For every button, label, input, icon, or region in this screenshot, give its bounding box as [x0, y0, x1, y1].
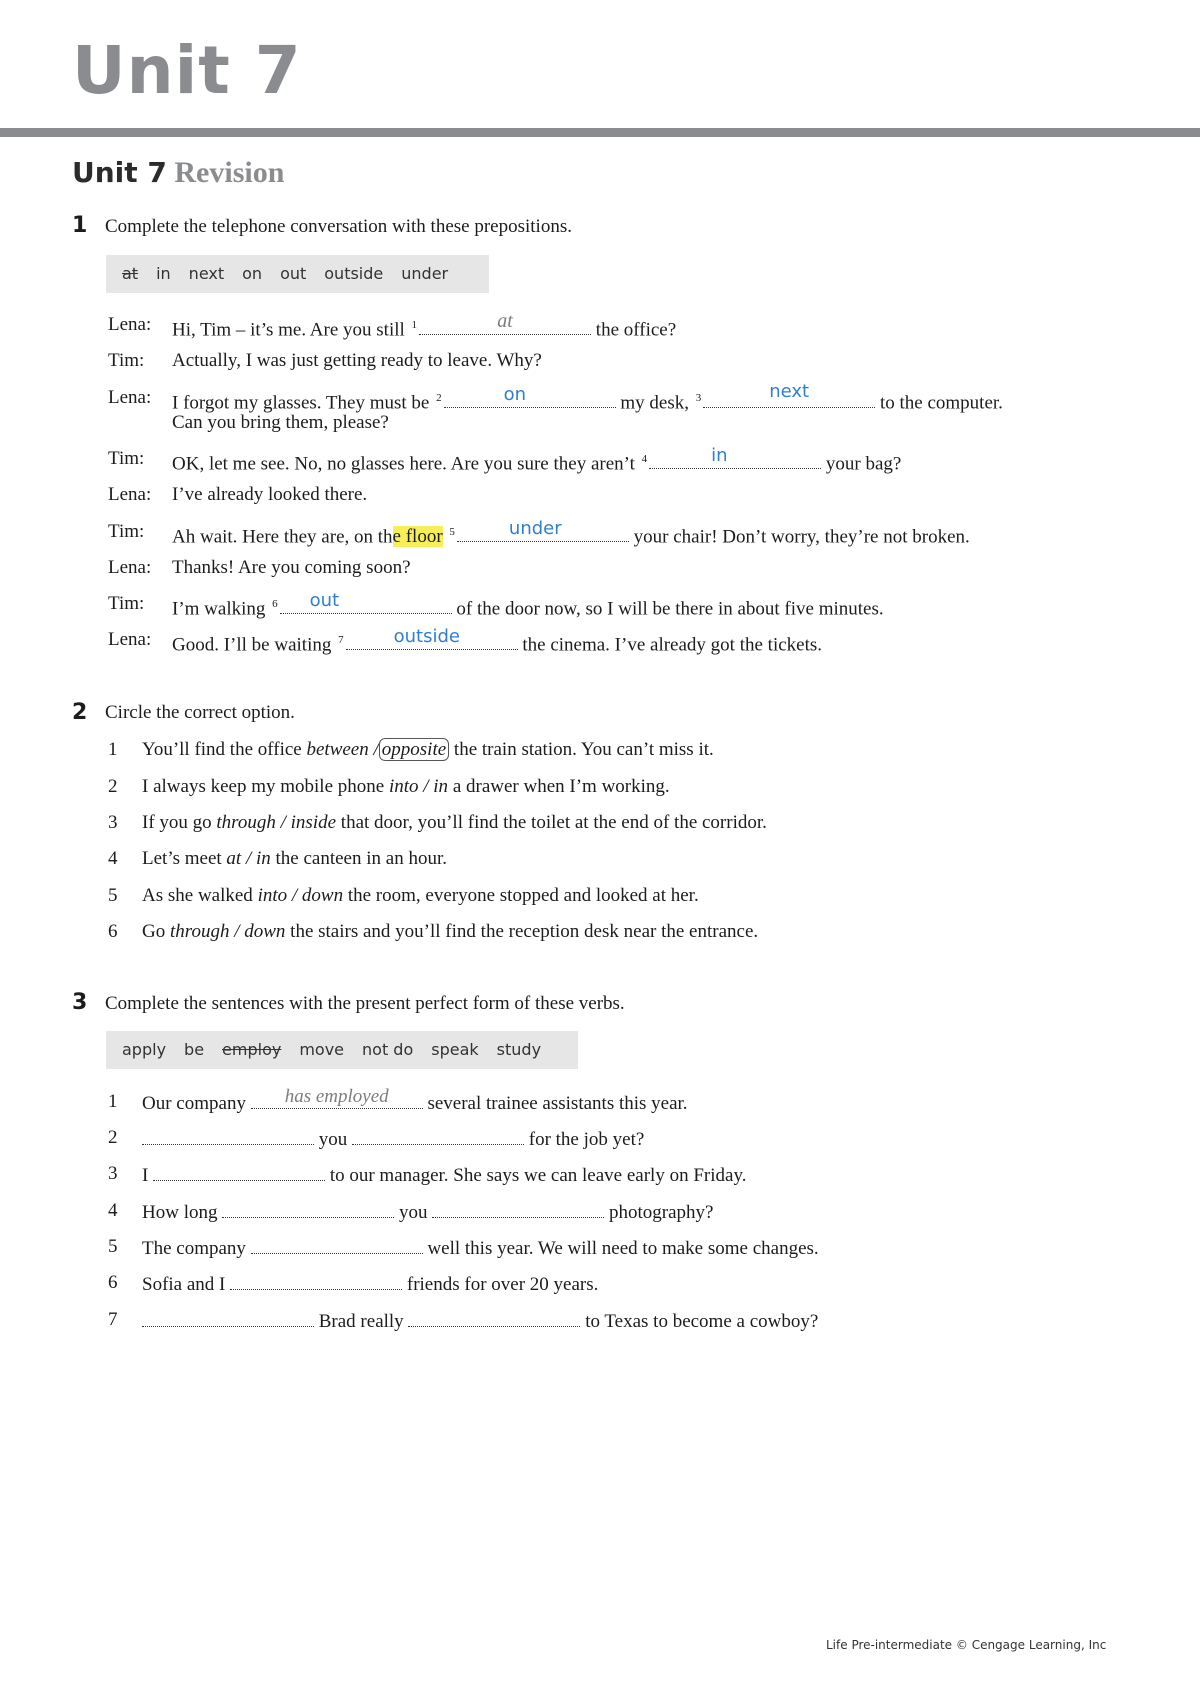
answer-text: next	[769, 381, 810, 403]
exercise-2-item	[142, 775, 670, 799]
exercise-3-item	[142, 1235, 819, 1261]
word-box-item: on	[242, 264, 263, 283]
line-text: the cinema. I’ve already got the tickets.	[522, 634, 823, 656]
option-separator: /	[280, 812, 286, 833]
option-a[interactable]: into	[388, 776, 419, 797]
exercise-3-item	[142, 1199, 713, 1225]
answer-text: out	[309, 590, 340, 612]
item-text: several trainee assistants this year.	[427, 1093, 688, 1114]
exercise-3-number: 3	[72, 990, 88, 1015]
item-text: photography?	[608, 1202, 714, 1223]
item-text: I	[142, 1165, 149, 1186]
answer-blank[interactable]	[408, 1308, 580, 1327]
item-text: Sofia and I	[142, 1274, 226, 1295]
exercise-2-item	[142, 811, 767, 835]
item-number: 5	[108, 885, 118, 906]
answer-blank[interactable]	[142, 1308, 314, 1327]
exercise-3-item	[142, 1086, 688, 1116]
conversation-line	[172, 628, 822, 657]
speaker-label: Tim:	[108, 448, 145, 469]
option-separator: /	[234, 921, 240, 942]
exercise-1-instruction: Complete the telephone conversation with these prepositions.	[105, 216, 572, 237]
word-box-item: at	[122, 264, 139, 283]
item-text: the train station. You can’t miss it.	[453, 739, 714, 760]
exercise-2-item	[142, 920, 758, 944]
exercise-1-number: 1	[72, 213, 88, 238]
answer-blank[interactable]	[649, 445, 821, 469]
option-b[interactable]: down	[244, 921, 286, 942]
item-text: Go	[142, 921, 166, 942]
header-divider	[0, 128, 1200, 137]
item-number: 3	[108, 812, 118, 833]
item-text: you	[318, 1129, 348, 1150]
word-box-item: out	[280, 264, 307, 283]
exercise-2-item	[142, 738, 714, 762]
item-text: for the job yet?	[528, 1129, 645, 1150]
word-box-item: in	[156, 264, 171, 283]
exercise-3-word-box	[106, 1031, 578, 1069]
answer-blank[interactable]	[457, 518, 629, 542]
exercise-3-item	[142, 1308, 818, 1334]
answer-text: has employed	[284, 1086, 389, 1107]
item-text: The company	[142, 1238, 246, 1259]
item-number: 4	[108, 848, 118, 869]
option-separator: /	[291, 885, 298, 906]
highlighted-text: e floor	[392, 526, 443, 548]
conversation-line: Thanks! Are you coming soon?	[172, 557, 411, 578]
option-a[interactable]: through	[169, 921, 230, 942]
item-text: you	[398, 1202, 428, 1223]
word-box-item: next	[188, 264, 225, 283]
option-b[interactable]: inside	[290, 812, 337, 833]
item-text: Brad really	[318, 1311, 404, 1332]
line-text: Good. I’ll be waiting	[172, 634, 332, 656]
option-a[interactable]: through	[216, 812, 276, 833]
gap-number: 2	[436, 392, 442, 404]
item-text: well this year. We will need to make some changes.	[427, 1238, 819, 1259]
line-text: Hi, Tim – it’s me. Are you still	[172, 319, 405, 341]
option-a[interactable]: between	[306, 739, 369, 760]
word-box-item: study	[496, 1040, 542, 1059]
item-text: If you go	[142, 812, 212, 833]
option-separator: /	[245, 848, 252, 869]
item-number: 7	[108, 1309, 118, 1330]
word-box-item: move	[299, 1040, 345, 1059]
speaker-label: Lena:	[108, 314, 152, 335]
line-text: my desk,	[620, 392, 689, 414]
conversation-line	[172, 592, 884, 621]
word-box-item: be	[184, 1040, 205, 1059]
word-box-item: outside	[324, 264, 384, 283]
line-text: of the door now, so I will be there in about five minutes.	[456, 598, 884, 620]
item-text: Our company	[142, 1093, 246, 1114]
item-number: 5	[108, 1236, 118, 1257]
item-text: to our manager. She says we can leave early on Friday.	[329, 1165, 747, 1186]
speaker-label: Tim:	[108, 593, 145, 614]
line-text: I forgot my glasses. They must be	[172, 392, 430, 414]
option-b-circled[interactable]: opposite	[379, 738, 449, 761]
item-text: You’ll find the office	[142, 739, 302, 760]
word-box-item: not do	[362, 1040, 414, 1059]
unit-title: Unit 7	[72, 32, 302, 109]
item-text: a drawer when I’m working.	[452, 776, 670, 797]
exercise-2-item	[142, 884, 699, 908]
speaker-label: Lena:	[108, 629, 152, 650]
answer-text: on	[503, 384, 527, 406]
answer-blank[interactable]	[222, 1199, 394, 1218]
option-b[interactable]: in	[433, 776, 449, 797]
answer-blank[interactable]	[280, 590, 452, 614]
answer-blank[interactable]	[432, 1199, 604, 1218]
answer-text: in	[711, 445, 728, 467]
item-number: 2	[108, 776, 118, 797]
item-text: Let’s meet	[142, 848, 222, 869]
option-a[interactable]: at	[226, 848, 242, 869]
item-number: 1	[108, 739, 118, 760]
exercise-3-instruction: Complete the sentences with the present perfect form of these verbs.	[105, 993, 625, 1014]
speaker-label: Lena:	[108, 484, 152, 505]
word-box-item: employ	[222, 1040, 282, 1059]
line-text: the office?	[595, 319, 677, 341]
answer-blank[interactable]	[444, 384, 616, 408]
item-text: the canteen in an hour.	[275, 848, 447, 869]
item-text: friends for over 20 years.	[406, 1274, 599, 1295]
item-text: the room, everyone stopped and looked at her.	[347, 885, 699, 906]
answer-blank[interactable]	[703, 381, 875, 408]
line-text: Ah wait. Here they are, on th	[172, 526, 393, 548]
answer-text: under	[508, 518, 562, 540]
item-text: the stairs and you’ll find the reception desk near the entrance.	[290, 921, 759, 942]
item-number: 1	[108, 1091, 118, 1112]
answer-blank[interactable]	[251, 1086, 423, 1109]
answer-blank[interactable]	[352, 1126, 524, 1145]
exercise-1-word-box	[106, 255, 489, 293]
item-text: How long	[142, 1202, 218, 1223]
line-text: your chair! Don’t worry, they’re not broken.	[633, 526, 970, 548]
option-separator: /	[423, 776, 429, 797]
exercise-2-instruction: Circle the correct option.	[105, 702, 295, 723]
gap-number: 4	[641, 453, 648, 465]
conversation-line	[172, 447, 901, 476]
exercise-3-item	[142, 1271, 598, 1297]
option-b[interactable]: in	[255, 848, 271, 869]
item-text: As she walked	[142, 885, 253, 906]
revision-word: Revision	[174, 156, 285, 189]
word-box-item: apply	[122, 1040, 167, 1059]
exercise-2-item	[142, 847, 447, 871]
gap-number: 6	[272, 598, 278, 610]
answer-blank[interactable]	[230, 1271, 402, 1290]
option-a[interactable]: into	[257, 885, 288, 906]
word-box-item: speak	[431, 1040, 479, 1059]
answer-blank[interactable]	[346, 626, 518, 650]
item-number: 3	[108, 1163, 118, 1184]
item-number: 4	[108, 1200, 118, 1221]
revision-unit: Unit 7	[72, 156, 167, 189]
answer-blank[interactable]	[153, 1162, 325, 1181]
revision-title	[72, 158, 284, 188]
item-text: that door, you’ll find the toilet at the end of the corridor.	[340, 812, 767, 833]
item-text: I always keep my mobile phone	[142, 776, 385, 797]
item-number: 6	[108, 921, 118, 942]
gap-number: 3	[695, 392, 702, 404]
conversation-line-continued: Can you bring them, please?	[172, 412, 389, 433]
gap-number: 1	[411, 319, 418, 331]
answer-text: at	[497, 310, 513, 333]
item-text: to Texas to become a cowboy?	[585, 1311, 819, 1332]
line-text: to the computer.	[879, 392, 1003, 414]
line-text: your bag?	[825, 453, 902, 475]
speaker-label: Lena:	[108, 557, 152, 578]
answer-blank[interactable]	[142, 1126, 314, 1145]
option-b[interactable]: down	[301, 885, 344, 906]
speaker-label: Lena:	[108, 387, 152, 408]
line-text: I’m walking	[172, 598, 266, 620]
answer-text: outside	[393, 626, 460, 648]
item-number: 6	[108, 1272, 118, 1293]
conversation-line: Actually, I was just getting ready to leave. Why?	[172, 350, 542, 371]
speaker-label: Tim:	[108, 350, 145, 371]
answer-blank[interactable]	[251, 1235, 423, 1254]
gap-number: 5	[449, 526, 455, 538]
conversation-line: I’ve already looked there.	[172, 484, 368, 505]
conversation-line	[172, 310, 677, 342]
conversation-line	[172, 520, 970, 549]
exercise-3-item	[142, 1162, 746, 1188]
exercise-3-item	[142, 1126, 644, 1152]
exercise-2-number: 2	[72, 700, 88, 725]
gap-number: 7	[338, 634, 344, 646]
footer-copyright: Life Pre-intermediate © Cengage Learning, Inc	[826, 1638, 1107, 1652]
word-box-item: under	[401, 264, 449, 283]
item-number: 2	[108, 1127, 118, 1148]
line-text: OK, let me see. No, no glasses here. Are you sure they aren’t	[172, 453, 635, 475]
option-separator: /	[373, 739, 379, 760]
speaker-label: Tim:	[108, 521, 145, 542]
answer-blank[interactable]	[419, 310, 591, 335]
